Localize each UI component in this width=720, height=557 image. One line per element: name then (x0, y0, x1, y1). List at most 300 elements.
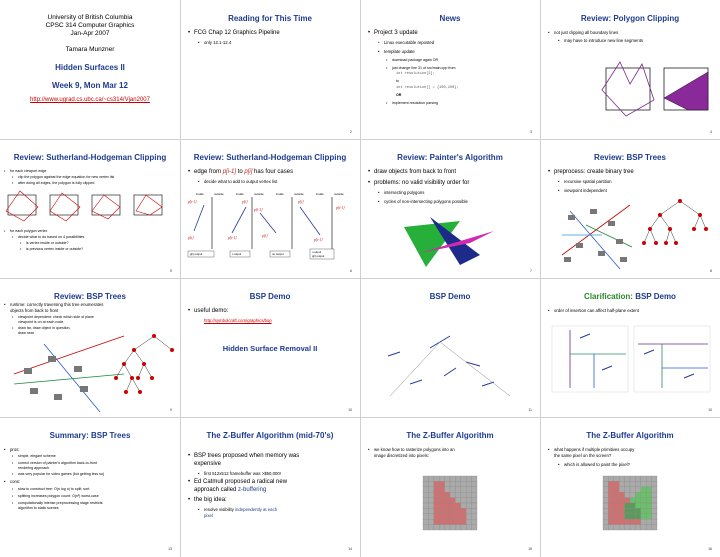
pixel-cell (625, 498, 630, 503)
pixel-cell (472, 492, 477, 497)
pixel-cell (630, 514, 635, 519)
pixel-cell (619, 481, 624, 486)
pixel-cell (445, 519, 450, 524)
pixel-cell (472, 476, 477, 481)
pixel-cell (423, 481, 428, 486)
pixel-cell (455, 476, 460, 481)
label-p-prev: p[i-1] (228, 236, 237, 240)
slide-14 (180, 417, 360, 556)
page-number: 5 (170, 269, 172, 273)
pixel-cell (619, 476, 624, 481)
pixel-cell (652, 498, 657, 503)
pixel-cell (466, 514, 471, 519)
pixel-cell (603, 481, 608, 486)
page-number: 14 (348, 547, 352, 551)
pixel-cell (423, 525, 428, 530)
pixel-cell (450, 476, 455, 481)
pixel-cell (603, 514, 608, 519)
pixel-cell (466, 503, 471, 508)
slide-1 (0, 0, 180, 139)
pixel-cell (608, 525, 613, 530)
pixel-cell (428, 508, 433, 513)
bullet: • not just clipping all boundary lines (554, 30, 618, 36)
pixel-cell (608, 503, 613, 508)
pixel-cell (439, 503, 444, 508)
pixel-cell (423, 476, 428, 481)
pixel-cell (428, 487, 433, 492)
pixel-cell (646, 514, 651, 519)
page-number: 6 (350, 269, 352, 273)
pixel-cell (635, 514, 640, 519)
insertion-order-figure-1 (550, 324, 630, 394)
bullet: • only 12.1-12.4 (204, 40, 231, 46)
bullet: • may have to introduce new line segments (564, 38, 643, 44)
bullet: • download package again OR (392, 58, 438, 63)
pixel-cell (652, 519, 657, 524)
bullet: • Linux executable reposted (384, 40, 434, 46)
pixel-cell (641, 508, 646, 513)
page-number: 7 (530, 269, 532, 273)
pixel-cell (630, 525, 635, 530)
pixel-cell (652, 508, 657, 513)
pixel-cell (641, 487, 646, 492)
pixel-cell (614, 492, 619, 497)
pixel-cell (641, 481, 646, 486)
pixel-cell (630, 519, 635, 524)
pixel-cell (472, 498, 477, 503)
pixel-cell (630, 498, 635, 503)
bullet: • useful demo: (194, 308, 228, 316)
slide-3 (360, 0, 540, 139)
pixel-cell (466, 481, 471, 486)
pixel-cell (625, 503, 630, 508)
page-number: 10 (708, 408, 712, 412)
slide-title: News (439, 14, 461, 23)
bullet: • draw far, draw object in question, draw near (18, 326, 71, 335)
pixel-cell (423, 498, 428, 503)
pixel-cell (423, 492, 428, 497)
pixel-cell (614, 498, 619, 503)
pixel-cell (428, 498, 433, 503)
page-number: 16 (708, 547, 712, 551)
pixel-cell (630, 487, 635, 492)
pixel-cell (461, 503, 466, 508)
page-number: 3 (530, 130, 532, 134)
slide-title: The Z-Buffer Algorithm (586, 431, 674, 440)
bullet: • clip the polygon against the edge equation for new vertex list (18, 175, 114, 180)
pixel-cell (614, 481, 619, 486)
label-p: p[i] (188, 236, 194, 240)
pixel-cell (652, 514, 657, 519)
bullet: • Ed Catmull proposed a radical new approach called z-buffering (194, 479, 287, 494)
pixel-cell (652, 503, 657, 508)
label-p: p[i-1] (336, 206, 345, 210)
pixel-cell (619, 503, 624, 508)
pixel-cell (635, 498, 640, 503)
pixel-cell (455, 514, 460, 519)
bullet: • what happens if multiple primitives occupy the same pixel on the screen? (554, 447, 634, 458)
bullet: • just change line 31 of src/main.cpp from (392, 66, 456, 71)
pixel-cell (614, 476, 619, 481)
pixel-cell (608, 514, 613, 519)
bullet: • for each viewport edge (10, 169, 46, 174)
pixel-cell (646, 492, 651, 497)
university: University of British Columbia (47, 14, 133, 21)
slide-2 (180, 0, 360, 139)
pixel-cell (652, 487, 657, 492)
pixel-cell (646, 476, 651, 481)
slide-title: Review: Polygon Clipping (580, 14, 680, 23)
pixel-cell (455, 519, 460, 524)
pixel-cell (428, 481, 433, 486)
text: to (396, 79, 399, 83)
bullet: • the big idea: (194, 497, 227, 505)
pixel-cell (630, 508, 635, 513)
pixel-cell (461, 514, 466, 519)
bullet: • splitting increases polygon count: O(n²) worst-case (18, 494, 99, 499)
pixel-cell (603, 508, 608, 513)
pixel-cell (450, 481, 455, 486)
page-number: 15 (528, 547, 532, 551)
pixel-cell (428, 514, 433, 519)
label-outside: outside (294, 192, 304, 196)
pixel-cell (614, 519, 619, 524)
pixel-cell (652, 492, 657, 497)
pixel-cell (434, 476, 439, 481)
pixel-cell (423, 508, 428, 513)
pixel-cell (646, 487, 651, 492)
slide-title: Reading for This Time (228, 14, 312, 23)
pixel-cell (608, 519, 613, 524)
slide-11 (360, 278, 540, 417)
pixel-cell (614, 508, 619, 513)
pixel-cell (614, 514, 619, 519)
pixel-cell (603, 487, 608, 492)
pixel-cell (641, 525, 646, 530)
pixel-cell (461, 492, 466, 497)
slide-title: Review: Sutherland-Hodgeman Clipping (13, 153, 167, 162)
pixel-cell (608, 498, 613, 503)
bullet: • FCG Chap 12 Graphics Pipeline (194, 30, 280, 38)
pixel-cell (466, 525, 471, 530)
slide-15 (360, 417, 540, 556)
slide-title: BSP Demo (249, 292, 291, 301)
pixel-cell (445, 492, 450, 497)
slide-title: The Z-Buffer Algorithm (mid-70's) (206, 431, 334, 440)
dates: Jan-Apr 2007 (70, 30, 110, 37)
pixel-cell (625, 487, 630, 492)
bullet: • implement resolution parsing (392, 101, 438, 106)
painters-cycle-figure (400, 209, 500, 271)
pixel-cell (428, 492, 433, 497)
pixel-cell (646, 481, 651, 486)
case-output: i output (312, 250, 322, 254)
pixel-cell (434, 492, 439, 497)
slide-title: Review: Sutherland-Hodgeman Clipping (193, 153, 347, 162)
pixel-cell (652, 481, 657, 486)
bsp-demo-figure (370, 326, 530, 402)
pixel-cell (646, 508, 651, 513)
pixel-cell (439, 481, 444, 486)
pixel-cell (614, 503, 619, 508)
pixel-cell (641, 498, 646, 503)
label-outside: outside (254, 192, 264, 196)
pixel-cell (619, 487, 624, 492)
pixel-cell (646, 519, 651, 524)
pixel-cell (434, 508, 439, 513)
pixel-cell (625, 476, 630, 481)
pixel-cell (603, 525, 608, 530)
pixel-cell (461, 519, 466, 524)
pixel-cell (625, 481, 630, 486)
pixel-cell (652, 476, 657, 481)
bullet: • which is allowed to paint the pixel? (564, 462, 630, 468)
pixel-cell (625, 514, 630, 519)
pixel-cell (445, 481, 450, 486)
pixel-cell (625, 508, 630, 513)
polygon-clip-figure-1 (600, 60, 658, 118)
bullet: • resolve visibility independently at each pixel (204, 507, 277, 518)
label-p: p[i] (242, 200, 248, 204)
pixel-cell (439, 492, 444, 497)
lecture-week: Week 9, Mon Mar 12 (52, 81, 128, 90)
label-inside: inside (316, 192, 324, 196)
bullet: • after doing all edges, the polygon is fully clipped (18, 181, 94, 186)
bullet: • is previous vertex inside or outside? (26, 247, 83, 252)
pixel-cell (608, 487, 613, 492)
pixel-cell (614, 487, 619, 492)
bullet: • for each polygon vertex (10, 229, 47, 234)
label-p-prev: p[i-1] (188, 200, 197, 204)
course-url-link[interactable]: http://www.ugrad.cs.ubc.ca/~cs314/Vjan2007 (30, 97, 150, 103)
pixel-cell (625, 519, 630, 524)
pixel-cell (472, 514, 477, 519)
pixel-cell (450, 498, 455, 503)
bullet: • recursive spatial partition (564, 179, 612, 185)
page-number: 10 (348, 408, 352, 412)
pixel-cell (608, 481, 613, 486)
bullet: • decide what to add to output vertex list (204, 179, 277, 185)
pixel-cell (445, 498, 450, 503)
case-output: p[i] output (312, 254, 325, 258)
slide-title: Review: BSP Trees (54, 292, 126, 301)
pixel-cell (466, 492, 471, 497)
pixel-cell (466, 498, 471, 503)
lecture-title: Hidden Surfaces II (55, 63, 125, 72)
bullet: • first 512x512 framebuffer was >$50,000! (204, 471, 281, 477)
pixel-cell (472, 508, 477, 513)
pixel-cell (603, 492, 608, 497)
pixel-cell (603, 498, 608, 503)
pixel-cell (646, 503, 651, 508)
pixel-cell (641, 476, 646, 481)
pixel-cell (619, 525, 624, 530)
pixel-cell (461, 481, 466, 486)
bullet: • computationally intense preprocessing stage restricts algorithm to static scenes (18, 501, 103, 510)
pixel-cell (450, 514, 455, 519)
pixel-cell (439, 519, 444, 524)
clipping-steps-figure (4, 189, 176, 223)
pixel-cell (635, 476, 640, 481)
bullet: • is vertex inside or outside? (26, 241, 69, 246)
pixel-cell (439, 476, 444, 481)
course: CPSC 314 Computer Graphics (45, 22, 135, 29)
pixel-cell (630, 503, 635, 508)
pixel-cell (428, 519, 433, 524)
pixel-cell (466, 519, 471, 524)
pixel-cell (455, 481, 460, 486)
pixel-grid-figure (422, 475, 478, 531)
label-inside: inside (276, 192, 284, 196)
bsp-tree-figure (560, 195, 710, 271)
page-number: 9 (170, 408, 172, 412)
code-line: int resolution[2]; (396, 72, 435, 76)
pixel-cell (450, 492, 455, 497)
pixel-cell (635, 503, 640, 508)
pixel-cell (423, 503, 428, 508)
bullet: • was very popular for video games (but getting less so) (18, 472, 104, 477)
pixel-cell (603, 519, 608, 524)
slide-4 (540, 0, 720, 139)
insertion-order-figure-2 (632, 324, 712, 394)
pixel-cell (439, 487, 444, 492)
pixel-cell (641, 492, 646, 497)
slide-title: BSP Demo (429, 292, 471, 301)
slide-12 (540, 278, 720, 417)
bullet: • viewpoint dependent: check which side of plane viewpoint is on at each node (18, 315, 94, 324)
bullet: • template update (384, 49, 415, 55)
pixel-cell (630, 492, 635, 497)
pixel-cell (434, 525, 439, 530)
pixel-cell (450, 508, 455, 513)
subtitle: Hidden Surface Removal II (222, 344, 318, 353)
code-line: int resolution[] = {100,100}; (396, 86, 459, 90)
pixel-cell (434, 498, 439, 503)
pixel-cell (461, 525, 466, 530)
pixel-cell (619, 519, 624, 524)
pixel-cell (619, 508, 624, 513)
slide-title: The Z-Buffer Algorithm (406, 431, 494, 440)
pixel-cell (646, 525, 651, 530)
pixel-cell (428, 503, 433, 508)
pixel-cell (455, 487, 460, 492)
pixel-cell (423, 487, 428, 492)
slide-title: Review: Painter's Algorithm (397, 153, 503, 162)
bsp-traversal-figure (4, 334, 176, 414)
pixel-cell (450, 519, 455, 524)
slide-title: Summary: BSP Trees (49, 431, 131, 440)
pixel-cell (646, 498, 651, 503)
slide-5 (0, 139, 180, 278)
bullet: • viewpoint independent (564, 188, 607, 194)
pixel-cell (641, 503, 646, 508)
pixel-cell (472, 481, 477, 486)
pixel-cell (434, 481, 439, 486)
bullet: • runtime: correctly traversing this tree enumerates objects from back to front (10, 302, 103, 313)
bullet: • edge from p[i-1] to p[i] has four cases (194, 169, 293, 177)
bullet: • preprocess: create binary tree (554, 169, 634, 177)
pixel-cell (608, 508, 613, 513)
pixel-cell (652, 525, 657, 530)
bullet: • slow to construct tree: O(n log n) to split, sort (18, 487, 89, 492)
slide-8 (540, 139, 720, 278)
pixel-cell (472, 525, 477, 530)
pixel-cell (434, 514, 439, 519)
pixel-cell (461, 508, 466, 513)
pixel-cell (635, 481, 640, 486)
slide-title: Clarification: BSP Demo (584, 292, 676, 301)
pixel-cell (423, 519, 428, 524)
slide-13 (0, 417, 180, 556)
page-number: 2 (350, 130, 352, 134)
pixel-cell (428, 525, 433, 530)
pixel-cell (439, 525, 444, 530)
pixel-cell (450, 525, 455, 530)
pixel-cell (603, 476, 608, 481)
bullet: • decide what to do based on 4 possibilities (18, 235, 84, 240)
pixel-cell (455, 492, 460, 497)
demo-link[interactable]: http://symbolcraft.com/graphics/bsp (204, 318, 272, 323)
label-inside: inside (236, 192, 244, 196)
case-output: i output (232, 252, 242, 256)
four-cases-figure (186, 191, 354, 261)
page-number: 4 (710, 130, 712, 134)
pixel-cell (466, 487, 471, 492)
pixel-cell (472, 519, 477, 524)
slide-title: Review: BSP Trees (594, 153, 666, 162)
pixel-cell (423, 514, 428, 519)
bullet: • we know how to rasterize polygons into an image discretized into pixels: (374, 447, 455, 458)
pixel-cell (450, 503, 455, 508)
pixel-cell (619, 498, 624, 503)
bullet: • order of insertion can affect half-plane extent (554, 308, 639, 314)
case-output: no output (272, 252, 284, 256)
bullet: • simple, elegant scheme (18, 454, 56, 459)
page-number: 13 (168, 547, 172, 551)
pixel-cell (439, 508, 444, 513)
slide-16 (540, 417, 720, 556)
bullet: • correct version of painter's algorithm back-to-front rendering approach (18, 461, 97, 470)
label-outside: outside (334, 192, 344, 196)
bullet: • BSP trees proposed when memory was expensive (194, 453, 299, 468)
bullet: • cycles of non-intersecting polygons possible (384, 199, 468, 205)
pixel-cell (641, 519, 646, 524)
pixel-cell (625, 525, 630, 530)
slide-7 (360, 139, 540, 278)
pixel-cell (635, 519, 640, 524)
pixel-cell (455, 508, 460, 513)
bullet: • cons: (10, 479, 20, 485)
pixel-cell (619, 514, 624, 519)
pixel-cell (445, 508, 450, 513)
pixel-cell (439, 514, 444, 519)
pixel-cell (434, 487, 439, 492)
pixel-cell (635, 525, 640, 530)
pixel-cell (455, 525, 460, 530)
page-number: 8 (710, 269, 712, 273)
pixel-cell (603, 503, 608, 508)
slide-10 (180, 278, 360, 417)
page-number: 11 (528, 408, 532, 412)
pixel-cell (630, 476, 635, 481)
pixel-cell (434, 519, 439, 524)
pixel-cell (439, 498, 444, 503)
pixel-cell (635, 508, 640, 513)
overlap-pixel-grid-figure (602, 475, 658, 531)
pixel-cell (614, 525, 619, 530)
bullet: • pros: (10, 447, 20, 453)
pixel-cell (434, 503, 439, 508)
